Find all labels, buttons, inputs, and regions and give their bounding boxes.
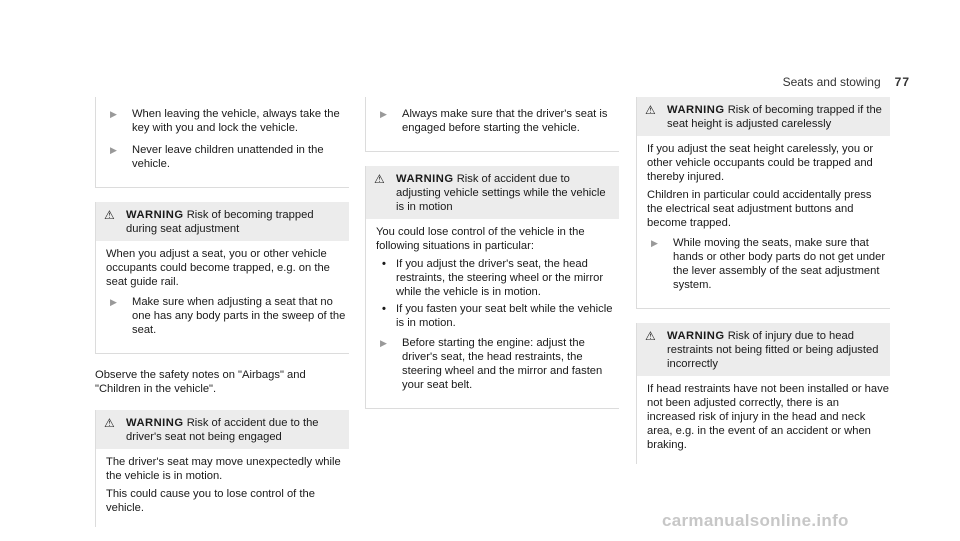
warning-triangle-icon: ⚠ [104,416,115,430]
warning-triangle-icon: ⚠ [104,208,115,222]
warning-text: You could lose control of the vehicle in the following situations in particular: [376,226,585,252]
warning-body [637,136,890,308]
arrow-right-icon: ▶ [110,145,117,155]
instruction-item [376,107,619,135]
bullet-item [382,302,619,330]
warning-text: Children in particular could accidentally press the electrical seat adjustment buttons and become trapped. [647,189,872,229]
instruction-text: While moving the seats, make sure that hands or other body parts do not get under the lever assembly of the seat adjustment system. [673,237,886,291]
instruction-item [647,236,890,292]
instruction-text: Never leave children unattended in the vehicle. [132,144,324,170]
arrow-right-icon: ▶ [110,109,117,119]
warning-header [366,166,619,219]
instruction-item [376,336,619,392]
warning-box [636,97,890,309]
warning-box [636,323,890,464]
warning-triangle-icon: ⚠ [645,329,656,343]
warning-header [96,202,349,241]
warning-header [637,97,890,136]
warning-box [365,166,619,409]
warning-title: Risk of accident due to the driver's seat not being engaged [126,417,319,443]
warning-body [96,449,349,527]
arrow-right-icon: ▶ [380,109,387,119]
instruction-box [95,97,349,188]
warning-header [637,323,890,376]
section-title: Seats and stowing [782,75,881,89]
arrow-right-icon: ▶ [110,297,117,307]
instruction-box [365,97,619,152]
arrow-right-icon: ▶ [651,238,658,248]
instruction-text: When leaving the vehicle, always take the key with you and lock the vehicle. [132,108,340,134]
warning-title: Risk of accident due to adjusting vehicle settings while the vehicle is in motion [396,173,606,213]
warning-box [95,202,349,354]
warning-body [96,241,349,353]
warning-triangle-icon: ⚠ [645,103,656,117]
warning-title: Risk of becoming trapped if the seat height is adjusted carelessly [667,104,882,130]
column-1 [95,97,349,541]
bullet-text: If you fasten your seat belt while the vehicle is in motion. [396,303,613,329]
instruction-item [106,107,349,135]
body-paragraph: Observe the safety notes on "Airbags" and "Children in the vehicle". [95,369,306,395]
warning-text: The driver's seat may move unexpectedly while the vehicle is in motion. [106,456,341,482]
warning-text: If you adjust the seat height carelessly, you or other vehicle occupants could be trapped and thereby injured. [647,143,874,183]
warning-text: This could cause you to lose control of the vehicle. [106,488,315,514]
warning-label: WARNING [126,209,184,221]
instruction-text: Make sure when adjusting a seat that no one has any body parts in the sweep of the seat. [132,296,346,336]
warning-label: WARNING [396,173,454,185]
warning-label: WARNING [126,417,184,429]
bullet-text: If you adjust the driver's seat, the head restraints, the steering wheel or the mirror while the vehicle is in motion. [396,258,604,298]
watermark-logo: carmanualsonline.info [662,511,849,530]
warning-label: WARNING [667,104,725,116]
warning-title: Risk of injury due to head restraints not being fitted or being adjusted incorrectly [667,330,879,370]
warning-label: WARNING [667,330,725,342]
column-3 [636,97,890,478]
warning-body [637,376,890,464]
warning-text: If head restraints have not been installed or have not been adjusted correctly, there is an increased risk of injury in the head and neck area, e.g. in the event of an accident or when braking. [647,383,889,451]
bullet-icon: • [382,258,386,270]
arrow-right-icon: ▶ [380,338,387,348]
bullet-icon: • [382,303,386,315]
warning-box [95,410,349,527]
instruction-item [106,295,349,337]
bullet-item [382,257,619,299]
instruction-text: Before starting the engine: adjust the driver's seat, the head restraints, the steering wheel and the mirror and fasten your seat belt. [402,337,603,391]
warning-triangle-icon: ⚠ [374,172,385,186]
warning-header [96,410,349,449]
warning-title: Risk of becoming trapped during seat adjustment [126,209,314,235]
column-2 [365,97,619,423]
warning-text: When you adjust a seat, you or other vehicle occupants could become trapped, e.g. on the seat guide rail. [106,248,330,288]
warning-body [366,219,619,408]
running-header [783,75,910,89]
page-number: 77 [894,75,910,89]
instruction-item [106,143,349,171]
instruction-text: Always make sure that the driver's seat is engaged before starting the vehicle. [402,108,608,134]
